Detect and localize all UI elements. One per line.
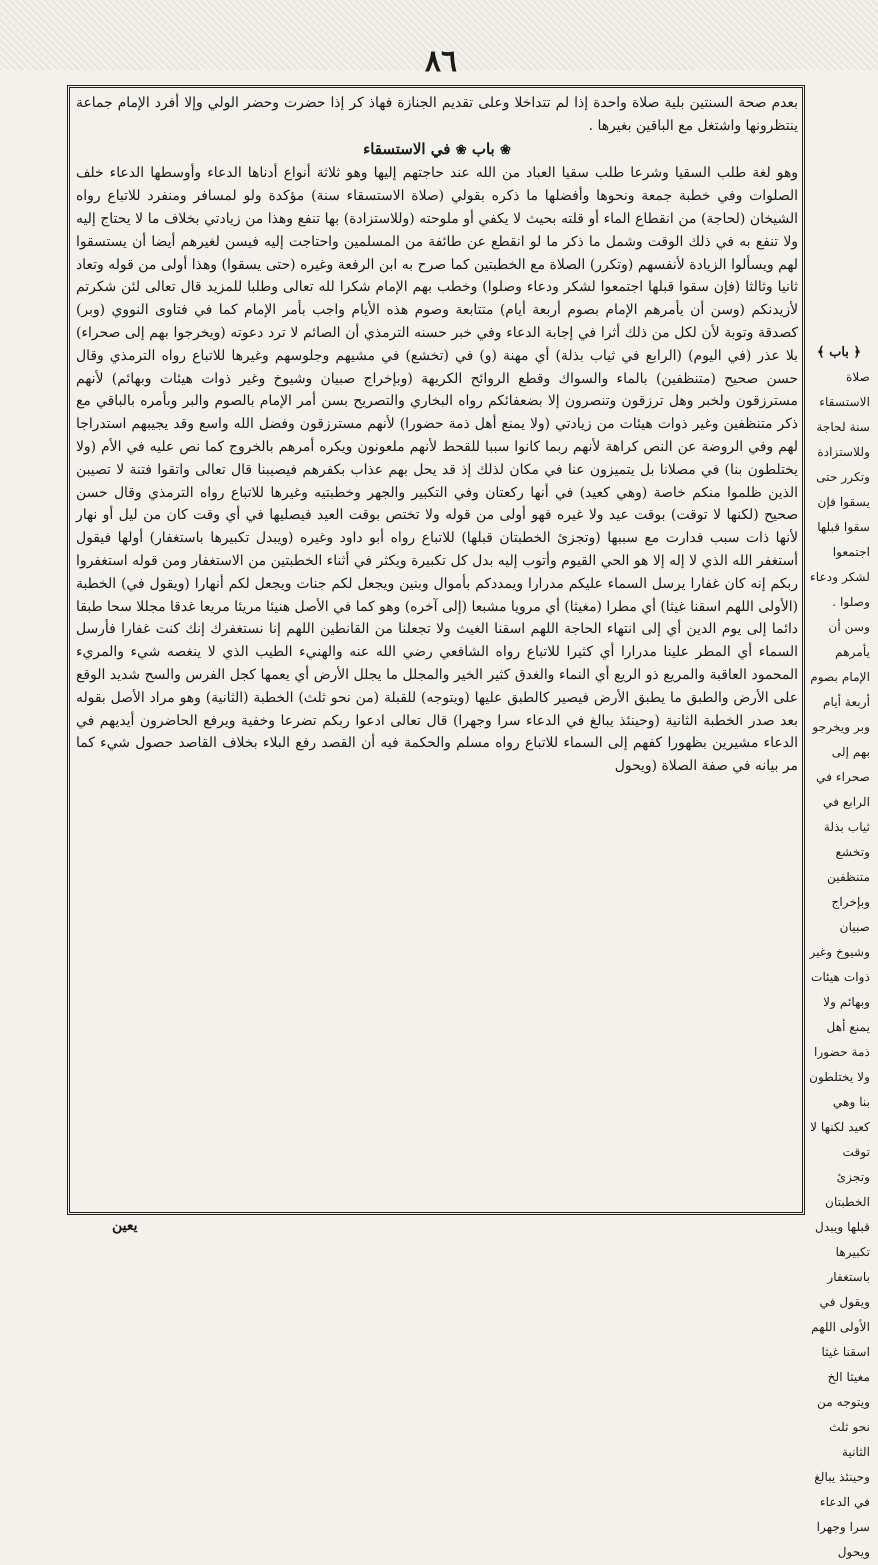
chapter-heading [76, 138, 798, 163]
margin-heading: ﴿ باب ﴾ [816, 345, 862, 360]
margin-summary [808, 340, 870, 1559]
page-number: ٨٦ [424, 44, 458, 79]
chapter-heading-title: في الاستسقاء [363, 139, 451, 158]
chapter-heading-word: باب [471, 139, 495, 158]
ornament-icon: ❀ [455, 142, 467, 158]
catchword: يعين [112, 1218, 138, 1234]
main-text-block [76, 92, 798, 1212]
ornament-icon: ❀ [499, 142, 511, 158]
body-paragraph: وهو لغة طلب السقيا وشرعا طلب سقيا العباد من الله عند حاجتهم إليها وهو ثلاثة أنواع أدناها الدعاء وأوسطها الدعاء خلف الصلوات وفي خطبة جمعة ونحوها وأفضلها ما ذكره بقولي (صلاة الاستسقاء سنة) مؤكدة ولو لمسافر ومنفرد للاتباع رواه الشيخان (لحاجة) من انقطاع الماء أو قلته بحيث لا يكفي أو ملوحته (وللاستزادة) بها تنفع وهذا من زيادتي بخلاف ما لا يحتاج إليه ولا تنفع به في ذلك الوقت وشمل ما ذكر ما لو انقطع عن طائفة من المسلمين واحتاجت إليه فيسن لغيرهم أيضا أن يستسقوا لهم ويسألوا الزيادة لأنفسهم (وتكرر) الصلاة مع الخطبتين كما صرح به ابن الرفعة وغيره (حتى يسقوا) وهذا أولى من قوله وتعاد ثانيا وثالثا (فإن سقوا قبلها اجتمعوا لشكر ودعاء وصلوا) وخطب بهم الإمام شكرا لله تعالى وطلبا للمزيد قال تعالى لئن شكرتم لأزيدنكم (وسن أن يأمرهم الإمام بصوم أربعة أيام) متتابعة وصوم هذه الأيام واجب بأمر الإمام كما في فتاوى النووي (وبر) كصدقة وتوبة لأن لكل من ذلك أثرا في إجابة الدعاء وفي خبر حسنه الترمذي أن الصائم لا ترد دعوته (ويخرجوا بهم إلى صحراء) بلا عذر (في اليوم) (الرابع في ثياب بذلة) أي مهنة (و) في (تخشع) في مشيهم وجلوسهم وغيرها للاتباع رواه الترمذي وقال حسن صحيح (متنظفين) بالماء والسواك وقطع الروائح الكريهة (وبإخراج صبيان وشيوخ وغير ذوات هيئات وبهائم) لأنهم مسترزقون ولخبر وهل ترزقون وتنصرون إلا بضعفائكم رواه البخاري والتصريح بسن أمر الإمام بالصوم والبر وبأمره بالباقي مع ذكر متنظفين وغير ذوات هيئات من زيادتي (ولا يمنع أهل ذمة حضورا) لأنهم مسترزقون وفضل الله واسع وقد يجيبهم استدراجا لهم وفي الروضة عن النص كراهة لأنهم ربما كانوا سببا للقحط لأنهم ملعونون ويكره أمرهم بالخروج كما نص عليه في الأم (ولا يختلطون بنا) في مصلانا بل يتميزون عنا في مكان لذلك إذ قد يحل بهم عذاب بكفرهم فيصيبنا قال تعالى واتقوا فتنة لا تصيبن الذين ظلموا منكم خاصة (وهي كعيد) في أنها ركعتان وفي التكبير والجهر وخطبتيه وغيرها للاتباع رواه الترمذي وقال حسن صحيح (لكنها لا توقت) بوقت عيد ولا غيره فهو أولى من قوله ولا تختص بوقت العيد فيصليها في أي وقت كان من ليل أو نهار لأنها ذات سبب فدارت مع سببها (وتجزئ الخطبتان قبلها) للاتباع رواه أبو داود وغيره (ويبدل تكبيرها باستغفار) أولها فيقول أستغفر الله الذي لا إله إلا هو الحي القيوم وأتوب إليه بدل كل تكبيرة ويكثر في أثناء الخطبتين من الاستغفار ومن قوله استغفروا ربكم إنه كان غفارا يرسل السماء عليكم مدرارا ويمددكم بأموال وبنين ويجعل لكم جنات ويجعل لكم أنهارا (ويقول في) الخطبة (الأولى اللهم اسقنا غيثا) أي مطرا (مغيثا) أي مرويا مشبعا (إلى آخره) وهو كما في الأصل هنيئا مريئا مريعا غدقا مجللا سحا طبقا دائما إلى يوم الدين أي إلى انتهاء الحاجة اللهم اسقنا الغيث ولا تجعلنا من القانطين اللهم إنا نستغفرك إنك كنت غفارا فأرسل السماء أي المطر علينا مدرارا أي كثيرا للاتباع رواه الشافعي رضي الله عنه والهنيء الطيب الذي لا ينغصه شيء والمريء المحمود العاقبة والمريع ذو الريع أي النماء والغدق كثير الخير والمجلل ما يجلل الأرض أي يعمها كجل الفرس والسح شديد الوقع على الأرض والطبق ما يطبق الأرض فيصير كالطبق عليها (ويتوجه) للقبلة (من نحو ثلث) الخطبة (الثانية) وهو مراد الأصل بقوله بعد صدر الخطبة الثانية (وحينئذ يبالغ في الدعاء سرا وجهرا) قال تعالى ادعوا ربكم تضرعا وخفية ويرفع الحاضرون أيديهم في الدعاء مشيرين بظهورا كفهم إلى السماء للاتباع رواه مسلم والحكمة فيه أن القصد رفع البلاء بخلاف القاصد حصول شيء كما مر بيانه في صفة الصلاة (ويحول [76, 165, 798, 775]
intro-paragraph: بعدم صحة السنتين بلية صلاة واحدة إذا لم تتداخلا وعلى تقديم الجنازة فهاذ كر إذا حضرت وحضر الولي وإلا أفرد الإمام جماعة ينتظرونها واشتغل مع الباقين بغيرها . [76, 95, 798, 134]
margin-text: صلاة الاستسقاء سنة لحاجة وللاستزادة وتكرر حتى يسقوا فإن سقوا قبلها اجتمعوا لشكر ودعاء وصلوا . وسن أن يأمرهم الإمام بصوم أربعة أيام وبر ويخرجو بهم إلى صحراء في الرابع في ثياب بذلة وتخشع متنظفين وبإخراج صبيان وشيوخ وغير ذوات هيئات وبهائم ولا يمنع أهل ذمة حضورا ولا يختلطون بنا وهي كعيد لكنها لا توقت وتجزئ الخطبتان قبلها ويبدل تكبيرها باستغفار ويقول في الأولى اللهم اسقنا غيثا مغيثا الخ ويتوجه من نحو ثلث الثانية وحينئذ يبالغ في الدعاء سرا وجهرا ويحول [809, 370, 870, 1559]
